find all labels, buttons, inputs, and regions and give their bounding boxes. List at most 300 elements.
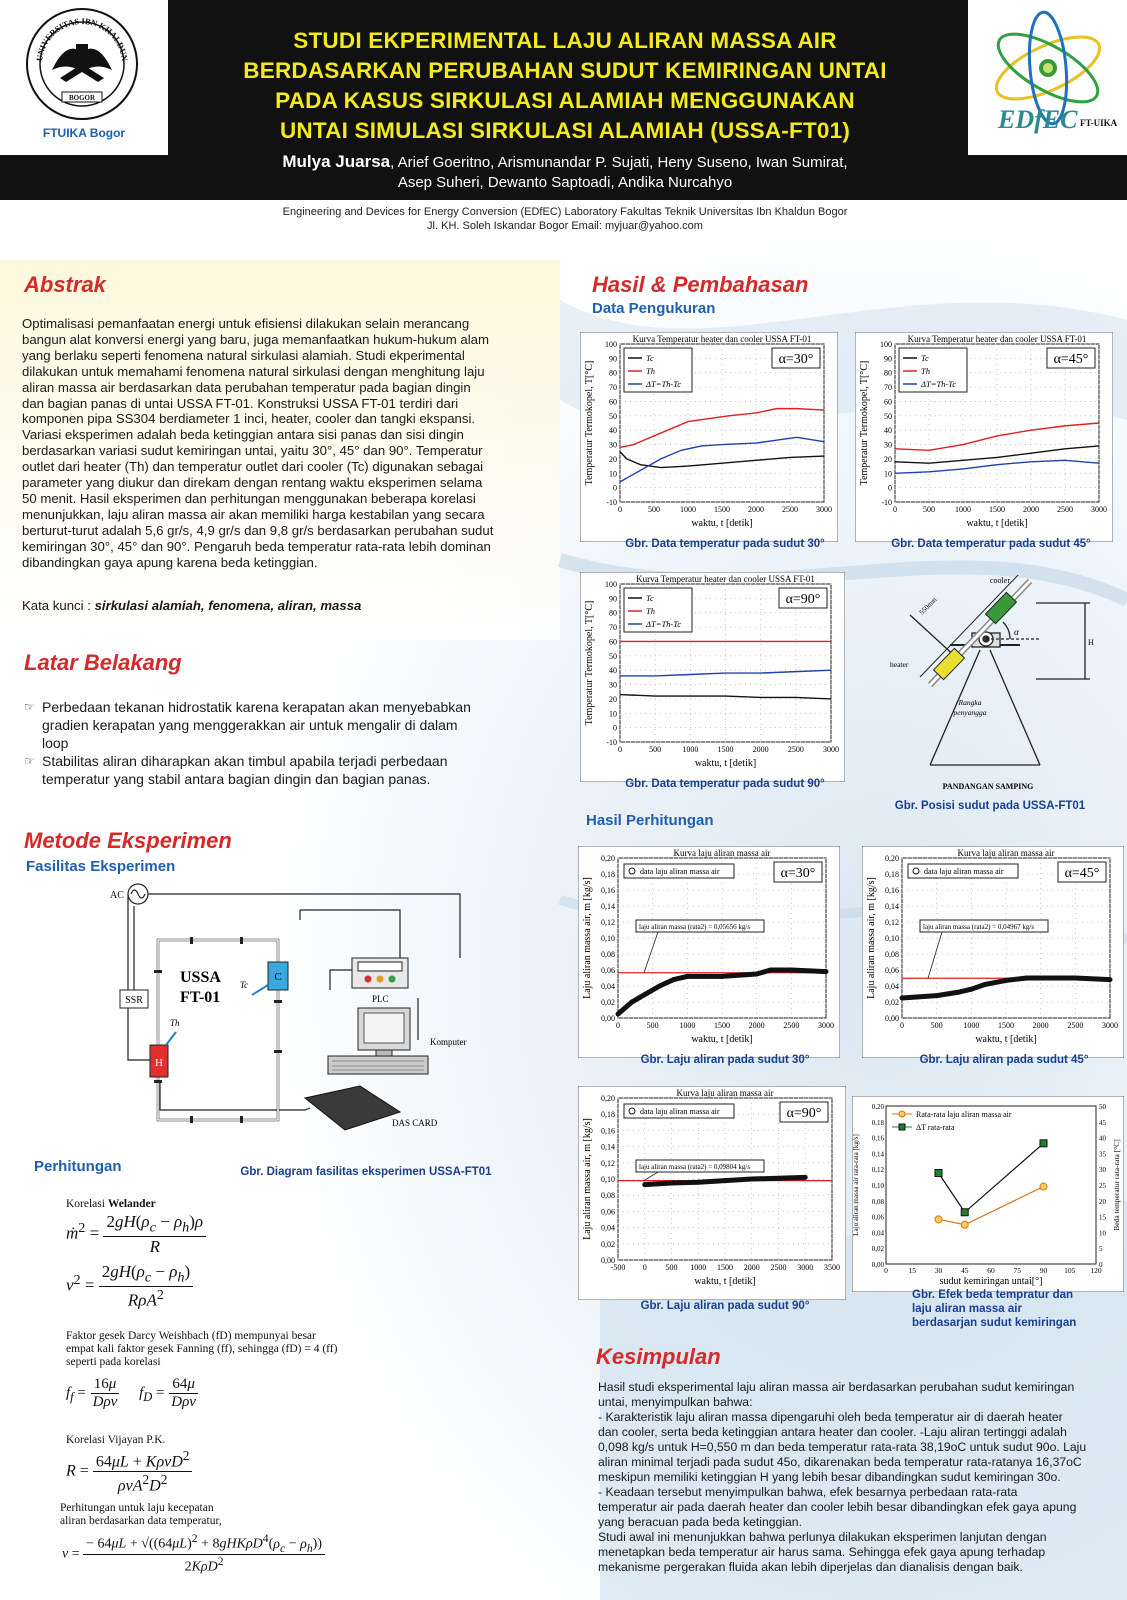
welander-equation: ṁ$^2$ = $\frac{2gH(\rho_c - \rho_h)\rho}{R}$ [66, 1212, 206, 1257]
caption-temp-45: Gbr. Data temperatur pada sudut 45° [891, 538, 1091, 550]
y-tick-label: 80 [609, 368, 617, 378]
schematic-view-label: PANDANGAN SAMPING [942, 782, 1034, 791]
x-tick-label: 1500 [714, 1021, 730, 1030]
kesimpulan-line: untai, menyimpulkan bahwa: [598, 1395, 753, 1409]
data-point [616, 1012, 621, 1017]
left-logo [0, 0, 168, 155]
y-tick-label: 0,02 [601, 1239, 615, 1249]
cooler-label: C [274, 971, 282, 983]
data-point [934, 993, 939, 998]
y2-tick-label: 45 [1099, 1118, 1106, 1127]
chart-temperature-45 [855, 332, 1113, 542]
x-tick-label: 0 [616, 1021, 620, 1030]
lead-author: Mulya Juarsa [282, 152, 391, 171]
y2-tick-label: 25 [1099, 1182, 1106, 1190]
x-tick-label: 1000 [682, 745, 699, 754]
y2-tick-label: 40 [1099, 1134, 1106, 1143]
y-tick-label: 0,14 [885, 902, 899, 911]
x-tick-label: 1000 [679, 1021, 696, 1030]
y-tick-label: 0,00 [601, 1014, 615, 1023]
x-tick-label: 500 [923, 505, 935, 514]
heater-label: H [155, 1057, 163, 1069]
x-tick-label: 1000 [680, 505, 696, 514]
x-tick-label: 3000 [816, 505, 832, 514]
y-tick-label: 40 [884, 426, 892, 436]
ac-label: AC [110, 890, 124, 901]
x-axis-label: waktu, t [detik] [694, 758, 757, 769]
schematic-heater-label: heater [890, 660, 909, 669]
legend-marker [899, 1124, 905, 1130]
y-tick-label: 0,14 [601, 902, 615, 911]
velocity-text [60, 1502, 320, 1528]
y-tick-label: 20 [609, 694, 617, 704]
plc-label: PLC [372, 994, 389, 1004]
y-axis-label: Laju aliran massa air, m [kg/s] [582, 1118, 593, 1240]
kesimpulan-line: Studi awal ini menunjukkan bahwa perlunya dilakukan eksperimen lanjutan dengan [598, 1530, 1047, 1544]
caption-temp-90: Gbr. Data temperatur pada sudut 90° [625, 778, 825, 790]
y-tick-label: 0,06 [601, 1207, 615, 1217]
velocity-text-line: aliran berdasarkan data temperatur, [60, 1515, 222, 1527]
x-tick-label: 1000 [690, 1263, 707, 1272]
abstrak-line: menunjukkan, laju aliran massa air akan memiliki harga kestabilan yang secara [22, 506, 485, 522]
y-tick-label: 100 [605, 580, 617, 589]
data-point [900, 996, 905, 1001]
y-tick-label: -10 [881, 498, 892, 507]
angle-annotation: α=30° [778, 352, 814, 367]
authors-line-2: Asep Suheri, Dewanto Saptoadi, Andika Nurcahyo [397, 174, 733, 191]
abstrak-line: berturut-turut adalah 5,6 gr/s, 4,9 gr/s dan 9,8 gr/s berdasarkan perubahan sudut [22, 522, 494, 538]
kesimpulan-line: Hasil studi eksperimental laju aliran massa air berdasarkan perubahan sudut kemiringan [598, 1380, 1075, 1394]
y-tick-label: 0,06 [601, 966, 615, 975]
x-tick-label: 2500 [787, 745, 804, 754]
y-tick-label: 50 [609, 411, 617, 421]
y-tick-label: 70 [884, 383, 892, 393]
legend-label: ΔT=Th-Tc [646, 379, 681, 389]
schematic-h-label: H [1088, 638, 1094, 647]
data-point [961, 1221, 968, 1228]
x-tick-label: 90 [1039, 1266, 1048, 1275]
data-point [955, 990, 960, 995]
y-tick-label: 70 [609, 623, 617, 633]
y-axis-label: Laju aliran massa air rata-rata [kg/s] [852, 1134, 860, 1236]
latar-bullet-line: Perbedaan tekanan hidrostatik karena kerapatan akan menyebabkan [42, 699, 471, 715]
y-tick-label: 60 [609, 397, 617, 407]
caption-position: Gbr. Posisi sudut pada USSA-FT01 [894, 800, 1086, 812]
y-tick-label: 0,12 [885, 918, 899, 927]
y2-tick-label: 0 [1099, 1261, 1103, 1269]
abstrak-line: yang berlaku seperti fenomena natural sirkulasi alamiah. Studi ekperimental [22, 347, 465, 363]
y-axis-label: Laju aliran massa air, m [kg/s] [582, 877, 593, 999]
chart-effect [852, 1096, 1124, 1292]
data-point [749, 1177, 754, 1182]
y-tick-label: 0,08 [601, 1191, 615, 1201]
legend-label: data laju aliran massa air [924, 867, 1004, 876]
x-tick-label: 1000 [963, 1021, 980, 1030]
y-tick-label: 100 [605, 340, 617, 349]
tc-label: Tc [240, 980, 249, 990]
y-tick-label: 0 [613, 483, 617, 493]
y-axis-label: Temperatur Termokopel, T[°C] [859, 360, 870, 486]
chart-flow-45 [862, 846, 1124, 1058]
data-point [685, 974, 690, 979]
chart-temperature-90 [580, 572, 845, 782]
kesimpulan-line: - Keadaan tersebut menyimpulkan bahwa, efek besarnya perbedaan rata-rata [598, 1485, 1018, 1499]
abstrak-line: Optimalisasi pemanfaatan energi untuk efisiensi dilakukan selain merancang [22, 316, 470, 331]
x-tick-label: 0 [884, 1266, 888, 1275]
y-tick-label: 0,10 [601, 934, 615, 943]
y2-tick-label: 30 [1099, 1166, 1106, 1175]
y-tick-label: 0,20 [885, 854, 899, 863]
x-tick-label: 2500 [1057, 505, 1073, 514]
x-tick-label: 2500 [1067, 1021, 1084, 1030]
y-tick-label: 0,00 [885, 1014, 899, 1023]
x-axis-label: sudut kemiringan untai[°] [939, 1276, 1043, 1287]
legend-label: Tc [646, 353, 654, 363]
data-point [1108, 977, 1113, 982]
y-tick-label: 0,00 [601, 1256, 615, 1265]
x-tick-label: 1500 [714, 505, 730, 514]
y-tick-label: 0,08 [601, 950, 615, 959]
edfec-atom-icon [968, 0, 1127, 155]
y-tick-label: 80 [609, 608, 617, 618]
data-point [669, 1181, 674, 1186]
latar-bullet-line: gradien kerapatan yang menggerakkan air untuk mengalir di dalam [42, 717, 458, 733]
seal-ribbon-text: BOGOR [68, 94, 96, 102]
y-tick-label: 0,14 [601, 1142, 615, 1152]
heater-section [934, 648, 965, 679]
y-tick-label: 60 [884, 397, 892, 407]
kesimpulan-title: Kesimpulan [596, 1344, 721, 1369]
x-tick-label: 120 [1090, 1266, 1102, 1275]
x-tick-label: 0 [893, 505, 897, 514]
das-card-icon [305, 1086, 400, 1130]
ft01-label: FT-01 [180, 989, 221, 1006]
y-tick-label: 0,12 [871, 1166, 884, 1175]
x-tick-label: 2500 [770, 1263, 787, 1272]
abstrak-line: dibandingkan gaya apung karena beda ketinggian. [22, 554, 318, 570]
x-tick-label: 1500 [717, 745, 734, 754]
ssr-label: SSR [125, 995, 143, 1006]
data-point [671, 977, 676, 982]
x-tick-label: 500 [930, 1021, 943, 1030]
y-tick-label: -10 [606, 498, 617, 507]
poster-title-line-1: STUDI EKPERIMENTAL LAJU ALIRAN MASSA AIR [293, 28, 837, 53]
latar-bullet-text [42, 698, 471, 752]
y-tick-label: 50 [609, 651, 617, 661]
data-point [696, 1180, 701, 1185]
y2-axis-label: Beda temperatur rata-rata [°C] [1112, 1139, 1121, 1231]
x-tick-label: 45 [961, 1266, 969, 1275]
x-axis-label: waktu, t [detik] [975, 1034, 1037, 1045]
komputer-label: Komputer [430, 1037, 467, 1047]
latar-bullet-line: loop [42, 735, 69, 751]
data-point [983, 982, 988, 987]
vijayan-equation: R = $\frac{64\mu L + K\rho vD^2}{\rho vA^2D^2}$ [66, 1448, 192, 1496]
y-tick-label: 70 [609, 383, 617, 393]
data-point [969, 987, 974, 992]
x-tick-label: 500 [646, 1021, 659, 1030]
latar-bullet-text [42, 752, 448, 788]
data-point [1024, 976, 1029, 981]
co-authors: , Arief Goeritno, Arismunandar P. Sujati, Heny Suseno, Iwan Sumirat, [390, 154, 848, 171]
y2-tick-label: 10 [1099, 1229, 1106, 1238]
caption-effect [912, 1288, 1102, 1330]
y2-tick-label: 20 [1099, 1197, 1106, 1206]
latar-bullet [24, 752, 538, 788]
y2-tick-label: 35 [1099, 1150, 1106, 1159]
legend-label: data laju aliran massa air [640, 1107, 720, 1116]
y-tick-label: 0,02 [871, 1245, 884, 1254]
abstrak-body [22, 316, 537, 571]
y-tick-label: 0,18 [601, 1110, 615, 1120]
y-tick-label: 0,20 [601, 1094, 615, 1103]
chart-title: Kurva laju aliran massa air [957, 848, 1055, 858]
x-tick-label: 3000 [1091, 505, 1107, 514]
legend-marker [629, 1108, 635, 1114]
caption-temp-30: Gbr. Data temperatur pada sudut 30° [625, 538, 825, 550]
x-tick-label: 0 [618, 745, 622, 754]
das-card-label: DAS CARD [392, 1118, 438, 1128]
data-point [1004, 978, 1009, 983]
x-tick-label: 0 [900, 1021, 904, 1030]
data-point [643, 992, 648, 997]
caption-flow-30: Gbr. Laju aliran pada sudut 30° [640, 1054, 810, 1066]
x-tick-label: -500 [610, 1263, 626, 1272]
kesimpulan-line: menetapkan beda temperatur air harus sama. Sehingga efek gaya apung terhadap [598, 1545, 1046, 1559]
abstrak-line: parameter yang diukur dan direkam dengan rentang waktu eksperimen selama [22, 475, 483, 491]
data-point [1073, 976, 1078, 981]
schematic-dim-label: 550mm [917, 595, 939, 617]
legend-marker [629, 868, 635, 874]
y-tick-label: 90 [609, 354, 617, 364]
y-axis-label: Temperatur Termokopel, T[°C] [584, 600, 595, 726]
x-tick-label: 3000 [823, 745, 839, 754]
pointing-hand-icon: ☞ [24, 754, 35, 768]
data-point [803, 1175, 808, 1180]
data-point [754, 972, 759, 977]
y-tick-label: 0,16 [871, 1134, 884, 1143]
y-tick-label: 0,10 [871, 1182, 884, 1190]
angle-annotation: α=45° [1064, 866, 1100, 881]
y-tick-label: 0,16 [601, 886, 615, 895]
latar-belakang-title: Latar Belakang [24, 650, 182, 675]
legend-marker [913, 868, 919, 874]
x-tick-label: 2500 [782, 505, 798, 514]
y-tick-label: 0,18 [885, 870, 899, 879]
data-point [1040, 1183, 1047, 1190]
authors-line-1 [170, 152, 960, 173]
angle-annotation: α=90° [785, 592, 821, 607]
schematic-cooler-label: cooler [990, 576, 1010, 585]
chart-title: Kurva Temperatur heater dan cooler USSA FT-01 [636, 574, 815, 584]
y-tick-label: 0,18 [871, 1118, 884, 1127]
y2-tick-label: 5 [1099, 1245, 1103, 1254]
effect-caption-line: laju aliran massa air [912, 1303, 1022, 1315]
cooler-section [986, 592, 1017, 623]
seal-ring-text: UNIVERSITAS IBN KHALDUN [34, 15, 130, 62]
y-tick-label: 20 [884, 454, 892, 464]
y-tick-label: 100 [880, 340, 892, 349]
abstrak-title: Abstrak [24, 272, 106, 297]
data-point [776, 1176, 781, 1181]
ftuika-logo-text: FT-UIKA [1080, 118, 1118, 128]
angle-position-schematic [890, 575, 1115, 800]
x-tick-label: 15 [908, 1266, 916, 1275]
abstrak-line: berdasarkan variasi sudut kemiringan untai, yaitu 30°, 45° dan 90°. Temperatur [22, 443, 483, 459]
y-tick-label: 30 [609, 440, 617, 450]
mean-note: laju aliran massa (rata2) = 0,05656 kg/s [639, 923, 751, 931]
x-tick-label: 75 [1013, 1266, 1021, 1275]
x-tick-label: 2000 [1023, 505, 1039, 514]
angle-annotation: α=90° [786, 1106, 822, 1121]
right-logo [968, 0, 1127, 155]
legend-label: ΔT=Th-Tc [921, 379, 956, 389]
y-tick-label: 20 [609, 454, 617, 464]
x-tick-label: 105 [1064, 1266, 1076, 1275]
y-tick-label: 50 [884, 411, 892, 421]
y-tick-label: 0,12 [601, 918, 615, 927]
data-point [789, 968, 794, 973]
kesimpulan-line: temperatur air pada daerah heater dan cooler lebih besar dibandingkan efek gaya apung [598, 1500, 1077, 1514]
data-point [935, 1216, 942, 1223]
kesimpulan-line: aliran minimal terjadi pada sudut 45o, dikarenakan beda temperatur rata-ratanya 16,37oC [598, 1455, 1082, 1469]
schematic-alpha-label: α [1014, 627, 1019, 637]
y-tick-label: 60 [609, 637, 617, 647]
chart-title: Kurva Temperatur heater dan cooler USSA FT-01 [632, 334, 812, 344]
poster-title-line-2: BERDASARKAN PERUBAHAN SUDUT KEMIRINGAN UNTAI [243, 58, 887, 83]
y-tick-label: 0,08 [885, 950, 899, 959]
y-axis-label: Temperatur Termokopel, T[°C] [584, 360, 595, 486]
x-tick-label: 0 [618, 505, 622, 514]
angle-annotation: α=45° [1053, 352, 1089, 367]
x-tick-label: 2500 [783, 1021, 800, 1030]
legend-label: Tc [921, 353, 929, 363]
x-tick-label: 2000 [748, 1021, 765, 1030]
facility-diagram [100, 880, 500, 1150]
y-tick-label: 0,02 [601, 998, 615, 1007]
y-tick-label: 0,00 [871, 1261, 884, 1269]
x-tick-label: 500 [649, 745, 662, 754]
data-point [824, 969, 829, 974]
y-tick-label: 0,06 [885, 966, 899, 975]
y-tick-label: 0,10 [601, 1175, 615, 1184]
data-point [1040, 1140, 1047, 1147]
x-axis-label: waktu, t [detik] [694, 1276, 756, 1287]
kesimpulan-line: dan cooler, serta beda ketinggian antara heater dan cooler. -Laju aliran tertinggi adalah [598, 1425, 1067, 1439]
x-axis-label: waktu, t [detik] [966, 518, 1028, 529]
legend-marker [899, 1111, 905, 1117]
keywords-value: sirkulasi alamiah, fenomena, aliran, massa [94, 598, 362, 613]
abstrak-line: outlet dari heater (Th) dan temperatur outlet dari cooler (Tc) digunakan sebagai [22, 459, 484, 475]
th-label: Th [170, 1018, 180, 1028]
data-point [768, 968, 773, 973]
kesimpulan-line: mekanisme pergerakan fluida akan lebih diperjelas dan dianalisis dengan baik. [598, 1560, 1023, 1574]
y-tick-label: 90 [609, 594, 617, 604]
affiliation-line-2: Jl. KH. Soleh Iskandar Bogor Email: myjuar@yahoo.com [427, 220, 703, 232]
effect-caption-line: Gbr. Efek beda tempratur dan [912, 1289, 1074, 1301]
abstrak-line: komponen pipa SS304 berdiameter 1 inci, heater, cooler dan tangki ekspansi. [22, 411, 476, 427]
x-tick-label: 1000 [955, 505, 971, 514]
y2-tick-label: 50 [1099, 1103, 1106, 1111]
y-tick-label: 0,14 [871, 1150, 884, 1159]
y-axis-label: Laju aliran massa air, m [kg/s] [866, 877, 877, 999]
y-tick-label: 0,04 [601, 1223, 615, 1233]
legend-label: ΔT=Th-Tc [646, 619, 681, 629]
y-tick-label: 30 [609, 680, 617, 690]
abstrak-line: kemiringan 30°, 45° dan 90°. Pengaruh beda temperatur rata-rata lebih dominan [22, 538, 491, 554]
legend-label: Rata-rata laju aliran massa air [916, 1110, 1012, 1119]
data-point [723, 1178, 728, 1183]
y2-tick-label: 15 [1099, 1213, 1106, 1222]
x-tick-label: 3000 [797, 1263, 814, 1272]
legend-label: ΔT rata-rata [916, 1123, 955, 1132]
y-tick-label: 0 [888, 483, 892, 493]
y-tick-label: 0,04 [885, 982, 899, 991]
legend-label: data laju aliran massa air [640, 867, 720, 876]
x-axis-label: waktu, t [detik] [691, 1034, 753, 1045]
abstrak-line: dan bagian panas di untai USSA FT-01. Konstruksi USSA FT-01 terdiri dari [22, 395, 459, 411]
y-tick-label: -10 [606, 738, 617, 747]
data-point [657, 984, 662, 989]
velocity-text-line: Perhitungan untuk laju kecepatan [60, 1502, 214, 1514]
keywords-label: Kata kunci : [22, 598, 95, 613]
x-tick-label: 1500 [717, 1263, 733, 1272]
latar-belakang-list [24, 698, 538, 788]
angle-annotation: α=30° [780, 866, 816, 881]
y-tick-label: 10 [609, 709, 617, 719]
mean-note: laju aliran massa (rata2) = 0,09804 kg/s [639, 1163, 751, 1171]
abstrak-line: aliran massa air berdasarkan data perubahan temperatur pada bagian dingin [22, 379, 471, 395]
caption-flow-45: Gbr. Laju aliran pada sudut 45° [919, 1054, 1089, 1066]
darcy-text-line: Faktor gesek Darcy Weishbach (fD) mempunyai besar [66, 1330, 316, 1342]
y-tick-label: 0,20 [601, 854, 615, 863]
x-tick-label: 60 [987, 1266, 995, 1275]
chart-temperature-30 [580, 332, 838, 542]
kesimpulan-line: - Karakteristik laju aliran massa dipengaruhi oleh beda temperatur air di daerah heater [598, 1410, 1063, 1424]
caption-flow-90: Gbr. Laju aliran pada sudut 90° [640, 1300, 810, 1312]
data-point [720, 974, 725, 979]
y-tick-label: 0,16 [885, 886, 899, 895]
chart-title: Kurva Temperatur heater dan cooler USSA FT-01 [907, 334, 1087, 344]
y-tick-label: 80 [884, 368, 892, 378]
mean-note: laju aliran massa (rata2) = 0,04967 kg/s [923, 923, 1035, 931]
kesimpulan-line: 0,098 kg/s untuk H=0,550 m dan beda temperatur rata-rata 38,19oC untuk sudut 90o. Laju [598, 1440, 1087, 1454]
x-tick-label: 1500 [998, 1021, 1014, 1030]
pointing-hand-icon: ☞ [24, 700, 35, 714]
x-tick-label: 2000 [752, 745, 769, 754]
y-tick-label: 40 [609, 666, 617, 676]
darcy-text-line: empat kali faktor gesek Fanning (ff), sehingga (fD) = 4 (ff) [66, 1343, 338, 1355]
friction-equation: $f_f$ = $\frac{16\mu}{\text{Dρv}}$ $f_D$ = $\frac{64\mu}{\text{Dρv}}$ [66, 1376, 196, 1410]
kesimpulan-line: meskipun memiliki ketinggian H yang lebih besar dibandingkan sudut kemiringan 30o. [598, 1470, 1061, 1484]
welander-label: Korelasi Welander [66, 1198, 156, 1210]
data-point [642, 1182, 647, 1187]
data-point [935, 1169, 942, 1176]
legend-label: Th [921, 366, 930, 376]
y-tick-label: 0,02 [885, 998, 899, 1007]
kesimpulan-line: yang beracuan pada beda ketinggian. [598, 1515, 802, 1529]
data-point [961, 1209, 968, 1216]
fasilitas-subtitle: Fasilitas Eksperimen [26, 858, 176, 875]
latar-bullet-line: temperatur yang stabil antara bagian dingin dan bagian panas. [42, 771, 431, 787]
ussa-label: USSA [180, 969, 221, 986]
y-tick-label: 0,10 [885, 934, 899, 943]
y-tick-label: 0,08 [871, 1197, 884, 1206]
data-point [629, 1000, 634, 1005]
abstrak-line: bangun alat konversi energi yang baru, juga memanfaatkan hukum-hukum alam [22, 331, 489, 347]
kesimpulan-body [598, 1380, 1103, 1575]
legend-label: Th [646, 366, 655, 376]
